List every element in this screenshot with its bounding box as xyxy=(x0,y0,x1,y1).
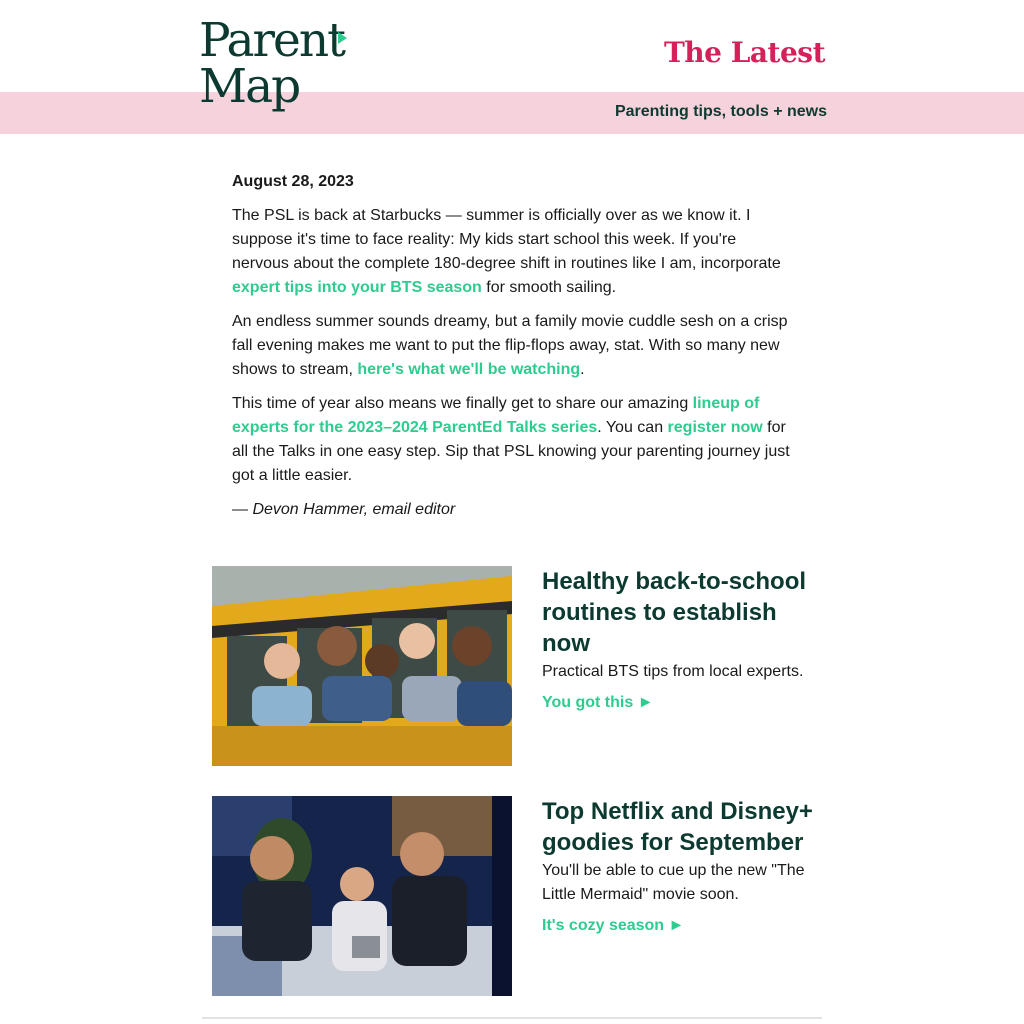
p3-text-b: . You can xyxy=(597,419,668,436)
email-header xyxy=(0,0,1024,92)
article-image-family-movie[interactable] xyxy=(212,796,512,996)
article-description: Practical BTS tips from local experts. xyxy=(542,663,804,680)
article-image-school-bus[interactable] xyxy=(212,566,512,766)
section-divider xyxy=(202,1017,822,1019)
p2-text-b: . xyxy=(580,361,585,378)
parentmap-logo[interactable] xyxy=(199,13,359,122)
article-text xyxy=(542,796,827,935)
issue-date: August 28, 2023 xyxy=(232,173,354,190)
tagline-band xyxy=(0,92,1024,134)
article-description: You'll be able to cue up the new "The Little Mermaid" movie soon. xyxy=(542,862,805,903)
p1-text-a: The PSL is back at Starbucks — summer is officially over as we know it. I suppose it's time to face reality: My kids start school this week. If you're nervous about the complete 180-degree shift in routines like I am, incorporate xyxy=(232,207,781,272)
article-title[interactable]: Healthy back-to-school routines to establish now xyxy=(542,568,807,657)
p2-text-a: An endless summer sounds dreamy, but a family movie cuddle sesh on a crisp fall evening makes me want to put the flip-flops away, stat. With so many new shows to stream, xyxy=(232,313,788,378)
editor-letter xyxy=(232,170,792,532)
cozy-season-link[interactable]: It's cozy season ► xyxy=(542,917,685,934)
article-text xyxy=(542,566,827,712)
watching-link[interactable]: here's what we'll be watching xyxy=(357,361,581,378)
intro-paragraph-2 xyxy=(232,310,792,382)
bts-tips-link[interactable]: expert tips into your BTS season xyxy=(232,279,482,296)
editor-signature: — Devon Hammer, email editor xyxy=(232,501,456,518)
play-triangle-icon xyxy=(338,32,347,44)
you-got-this-link[interactable]: You got this ► xyxy=(542,694,654,711)
tagline: Parenting tips, tools + news xyxy=(614,103,827,120)
intro-paragraph-3 xyxy=(232,392,792,488)
parented-talks-lineup-link[interactable]: lineup of experts for the 2023–2024 ParentEd Talks series xyxy=(232,395,760,436)
intro-paragraph-1 xyxy=(232,204,792,300)
logo-line-1: Parent xyxy=(199,13,344,68)
p3-text-c: for all the Talks in one easy step. Sip that PSL knowing your parenting journey just got a little easier. xyxy=(232,419,790,484)
register-now-link[interactable]: register now xyxy=(667,419,763,436)
logo-line-2: Map xyxy=(199,59,300,114)
section-title: The Latest xyxy=(663,36,825,69)
p1-text-b: for smooth sailing. xyxy=(481,279,617,296)
article-title[interactable]: Top Netflix and Disney+ goodies for September xyxy=(542,798,813,856)
p3-text-a: This time of year also means we finally get to share our amazing xyxy=(232,395,693,412)
